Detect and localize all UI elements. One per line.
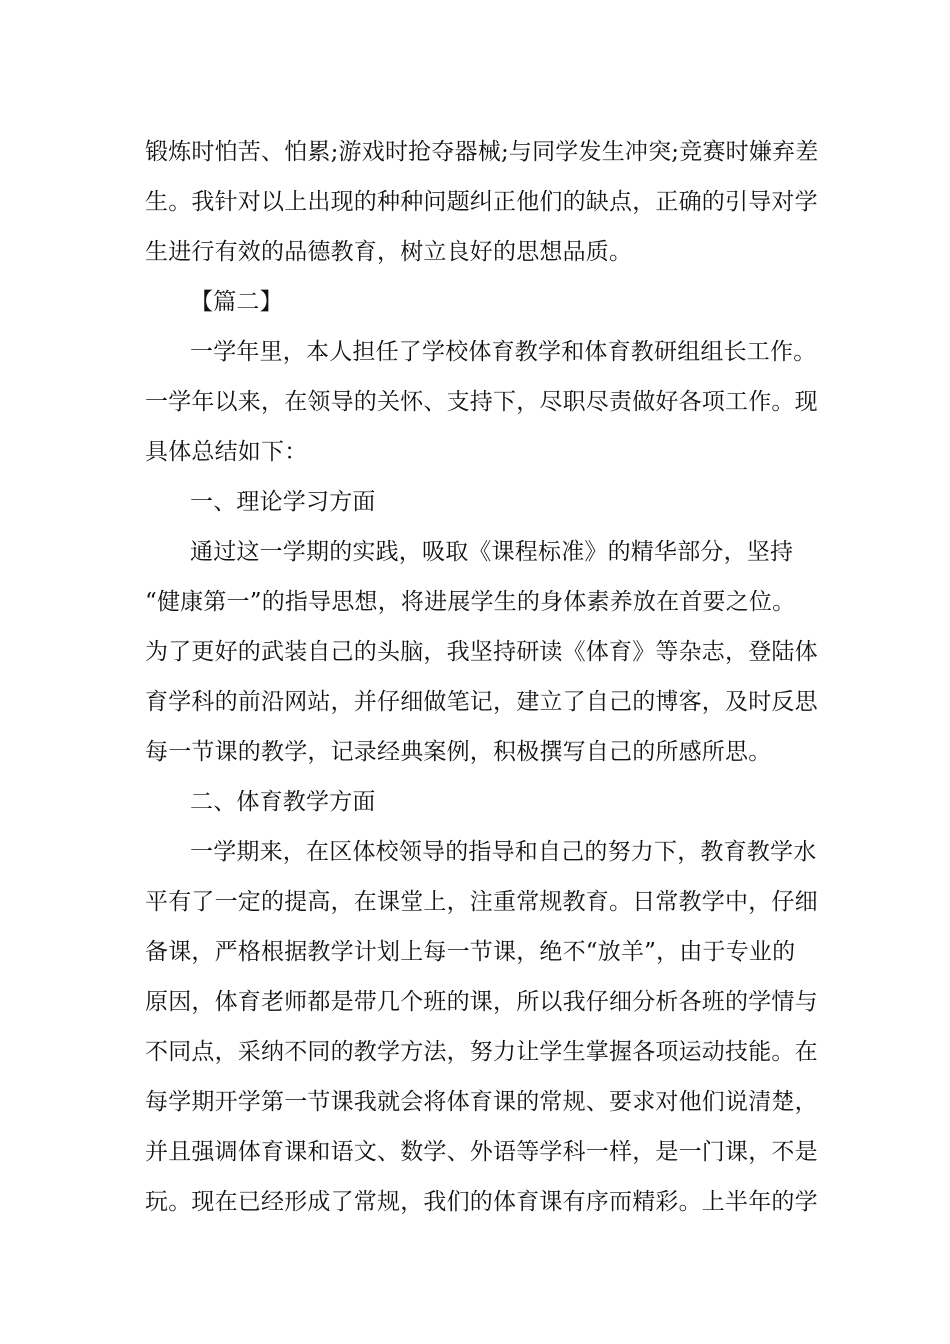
paragraph-line-3: 生进行有效的品德教育，树立良好的思想品质。 bbox=[145, 239, 633, 265]
section-heading-pian-er: 【篇二】 bbox=[190, 289, 283, 315]
paragraph-line-7: 具体总结如下： bbox=[145, 439, 308, 465]
paragraph-line-10: “健康第一”的指导思想，将进展学生的身体素养放在首要之位。 bbox=[145, 589, 796, 615]
subheading-pe-teaching: 二、体育教学方面 bbox=[190, 789, 376, 815]
paragraph-line-5: 一学年里，本人担任了学校体育教学和体育教研组组长工作。 bbox=[190, 339, 817, 365]
paragraph-line-1: 锻炼时怕苦、怕累;游戏时抢夺器械;与同学发生冲突;竞赛时嫌弃差 bbox=[145, 139, 819, 165]
paragraph-line-2: 生。我针对以上出现的种种问题纠正他们的缺点，正确的引导对学 bbox=[145, 189, 818, 215]
paragraph-line-6: 一学年以来，在领导的关怀、支持下，尽职尽责做好各项工作。现 bbox=[145, 389, 818, 415]
paragraph-line-17: 备课，严格根据教学计划上每一节课，绝不“放羊”，由于专业的 bbox=[145, 939, 796, 965]
paragraph-line-13: 每一节课的教学，记录经典案例，积极撰写自己的所感所思。 bbox=[145, 739, 772, 765]
subheading-theory-study: 一、理论学习方面 bbox=[190, 489, 376, 515]
paragraph-line-22: 玩。现在已经形成了常规，我们的体育课有序而精彩。上半年的学 bbox=[145, 1189, 818, 1215]
paragraph-line-15: 一学期来，在区体校领导的指导和自己的努力下，教育教学水 bbox=[190, 839, 817, 865]
paragraph-line-16: 平有了一定的提高，在课堂上，注重常规教育。日常教学中，仔细 bbox=[145, 889, 818, 915]
paragraph-line-12: 育学科的前沿网站，并仔细做笔记，建立了自己的博客，及时反思 bbox=[145, 689, 818, 715]
paragraph-line-19: 不同点，采纳不同的教学方法，努力让学生掌握各项运动技能。在 bbox=[145, 1039, 818, 1065]
paragraph-line-9: 通过这一学期的实践，吸取《课程标准》的精华部分，坚持 bbox=[190, 539, 794, 565]
paragraph-line-18: 原因，体育老师都是带几个班的课，所以我仔细分析各班的学情与 bbox=[145, 989, 818, 1015]
paragraph-line-11: 为了更好的武装自己的头脑，我坚持研读《体育》等杂志，登陆体 bbox=[145, 639, 818, 665]
paragraph-line-21: 并且强调体育课和语文、数学、外语等学科一样，是一门课，不是 bbox=[145, 1139, 818, 1165]
paragraph-line-20: 每学期开学第一节课我就会将体育课的常规、要求对他们说清楚， bbox=[145, 1089, 818, 1115]
